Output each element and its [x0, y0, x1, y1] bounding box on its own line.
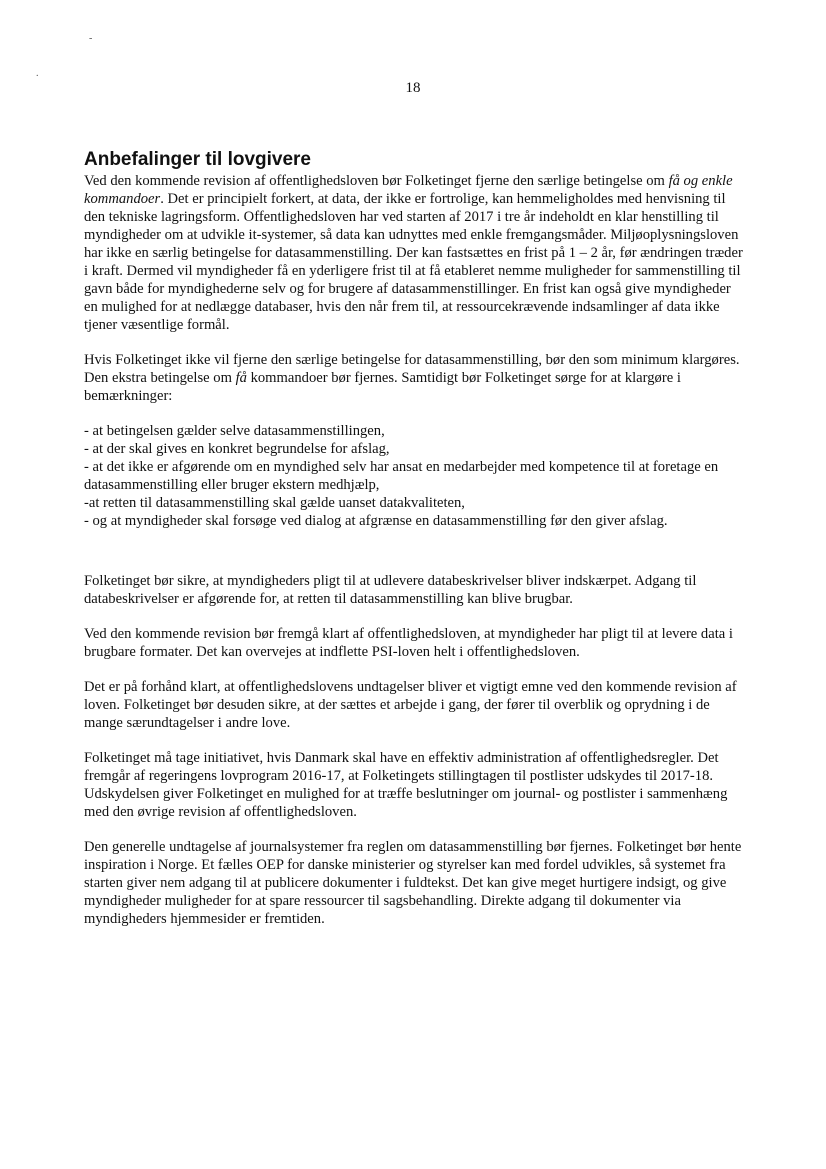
second-rest: kommandoer bør fjernes. Samtidigt bør Folketinget sørge for at klargøre i bemærkninger:	[84, 370, 681, 404]
page-number: 18	[405, 80, 421, 96]
intro-lead: Ved den kommende revision af offentlighedsloven bør Folketinget fjerne den særlige betingelse om	[84, 173, 669, 189]
paragraph: Folketinget bør sikre, at myndigheders pligt til at udlevere databeskrivelser bliver indskærpet. Adgang til databeskrivelser er afgørende for, at retten til datasammenstilling kan blive brugbar.	[84, 573, 697, 607]
second-lead: Hvis Folketinget ikke vil fjerne den særlige betingelse for datasammenstilling, bør den som minimum klargøres. Den ekstra betingelse om	[84, 352, 740, 386]
paragraph: Den generelle undtagelse af journalsystemer fra reglen om datasammenstilling bør fjernes. Folketinget bør hente inspiration i Norge. Et fælles OEP for danske ministerier og styrelser kan med fordel udvikles, så systemet fra starten giver nem adgang til at publicere dokumenter i fuldtekst. Det kan give meget hurtigere indsigt, og give myndigheder muligheder for at spare ressourcer til sagsbehandling. Direkte adgang til dokumenter via myndigheders hjemmesider er fremtiden.	[84, 839, 742, 927]
intro-emphasis: få og enkle kommandoer	[84, 173, 733, 207]
list-item: - at det ikke er afgørende om en myndighed selv har ansat en medarbejder med kompetence til at foretage en datasammenstilling eller bruger ekstern medhjælp,	[84, 459, 719, 493]
recommendation-list	[84, 422, 744, 530]
intro-paragraph	[84, 172, 744, 334]
list-item: - at betingelsen gælder selve datasammenstillingen,	[84, 423, 385, 439]
scan-mark: -	[89, 33, 93, 44]
paragraph: Ved den kommende revision bør fremgå klart af offentlighedsloven, at myndigheder har pligt til at levere data i brugbare formater. Det kan overvejes at indflette PSI-loven helt i offentlighedsloven.	[84, 626, 733, 660]
paragraph: Det er på forhånd klart, at offentlighedslovens undtagelser bliver et vigtigt emne ved den kommende revision af loven. Folketinget bør desuden sikre, at der sættes et arbejde i gang, der fører til overblik og oprydning i de mange særundtagelser i andre love.	[84, 679, 737, 731]
second-emphasis: få	[235, 370, 247, 386]
intro-rest: . Det er principielt forkert, at data, der ikke er fortrolige, kan hemmeligholdes med henvisning til den tekniske lagringsform. Offentlighedsloven har ved starten af 2017 i tre år indeholdt en klar henstilling til myndigheder om at udvikle it-systemer, så data kan udnyttes med enkle fremgangsmåder. Miljøoplysningsloven har ikke en særlig betingelse for datasammenstilling. Der kan fastsættes en frist på 1 – 2 år, før ændringen træder i kraft. Dermed vil myndigheder få en yderligere frist til at få etableret nemme muligheder for sammenstilling til gavn både for myndighederne selv og for brugere af datasammenstillinger. En frist kan også give myndigheder en mulighed for at nedlægge databaser, hvis den når frem til, at ressourcekrævende indsamlinger af data ikke tjener væsentlige formål.	[84, 191, 743, 333]
list-item: - at der skal gives en konkret begrundelse for afslag,	[84, 441, 390, 457]
document-body	[84, 149, 744, 945]
list-item: -at retten til datasammenstilling skal gælde uanset datakvaliteten,	[84, 495, 465, 511]
paragraph: Folketinget må tage initiativet, hvis Danmark skal have en effektiv administration af offentlighedsregler. Det fremgår af regeringens lovprogram 2016-17, at Folketingets stillingtagen til postlister udskydes til 2017-18. Udskydelsen giver Folketinget en mulighed for at træffe beslutninger om journal- og postlister i sammenhæng med den øvrige revision af offentlighedsloven.	[84, 750, 728, 820]
second-paragraph	[84, 351, 744, 405]
scan-mark: .	[36, 68, 39, 79]
list-item: - og at myndigheder skal forsøge ved dialog at afgrænse en datasammenstilling før den giver afslag.	[84, 513, 668, 529]
section-heading: Anbefalinger til lovgivere	[84, 149, 311, 170]
